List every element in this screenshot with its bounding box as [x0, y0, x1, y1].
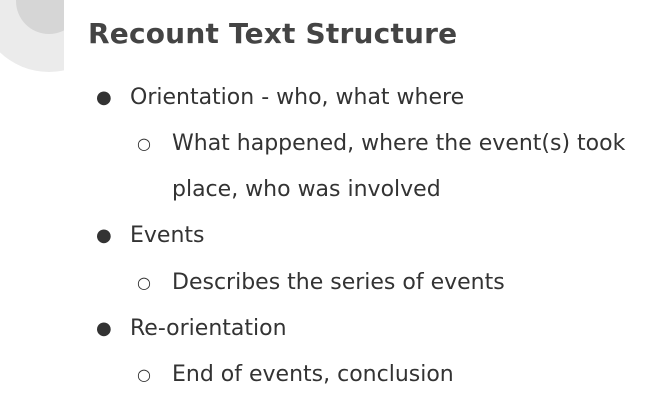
- bullet-icon: ●: [96, 87, 112, 108]
- list-item-orientation: Orientation - who, what where: [130, 85, 465, 110]
- bullet-icon: ●: [96, 318, 112, 339]
- slide-title: Recount Text Structure: [88, 17, 458, 50]
- sub-item-events: Describes the series of events: [172, 270, 505, 295]
- sub-bullet-icon: ○: [137, 365, 151, 384]
- sub-bullet-icon: ○: [137, 273, 151, 292]
- list-item-reorientation: Re-orientation: [130, 316, 287, 341]
- sub-item-orientation-line2: place, who was involved: [172, 177, 441, 202]
- sub-item-orientation-line1: What happened, where the event(s) took: [172, 131, 626, 156]
- sub-bullet-icon: ○: [137, 134, 151, 153]
- bullet-icon: ●: [96, 225, 112, 246]
- list-item-events: Events: [130, 223, 205, 248]
- sub-item-reorientation: End of events, conclusion: [172, 362, 454, 387]
